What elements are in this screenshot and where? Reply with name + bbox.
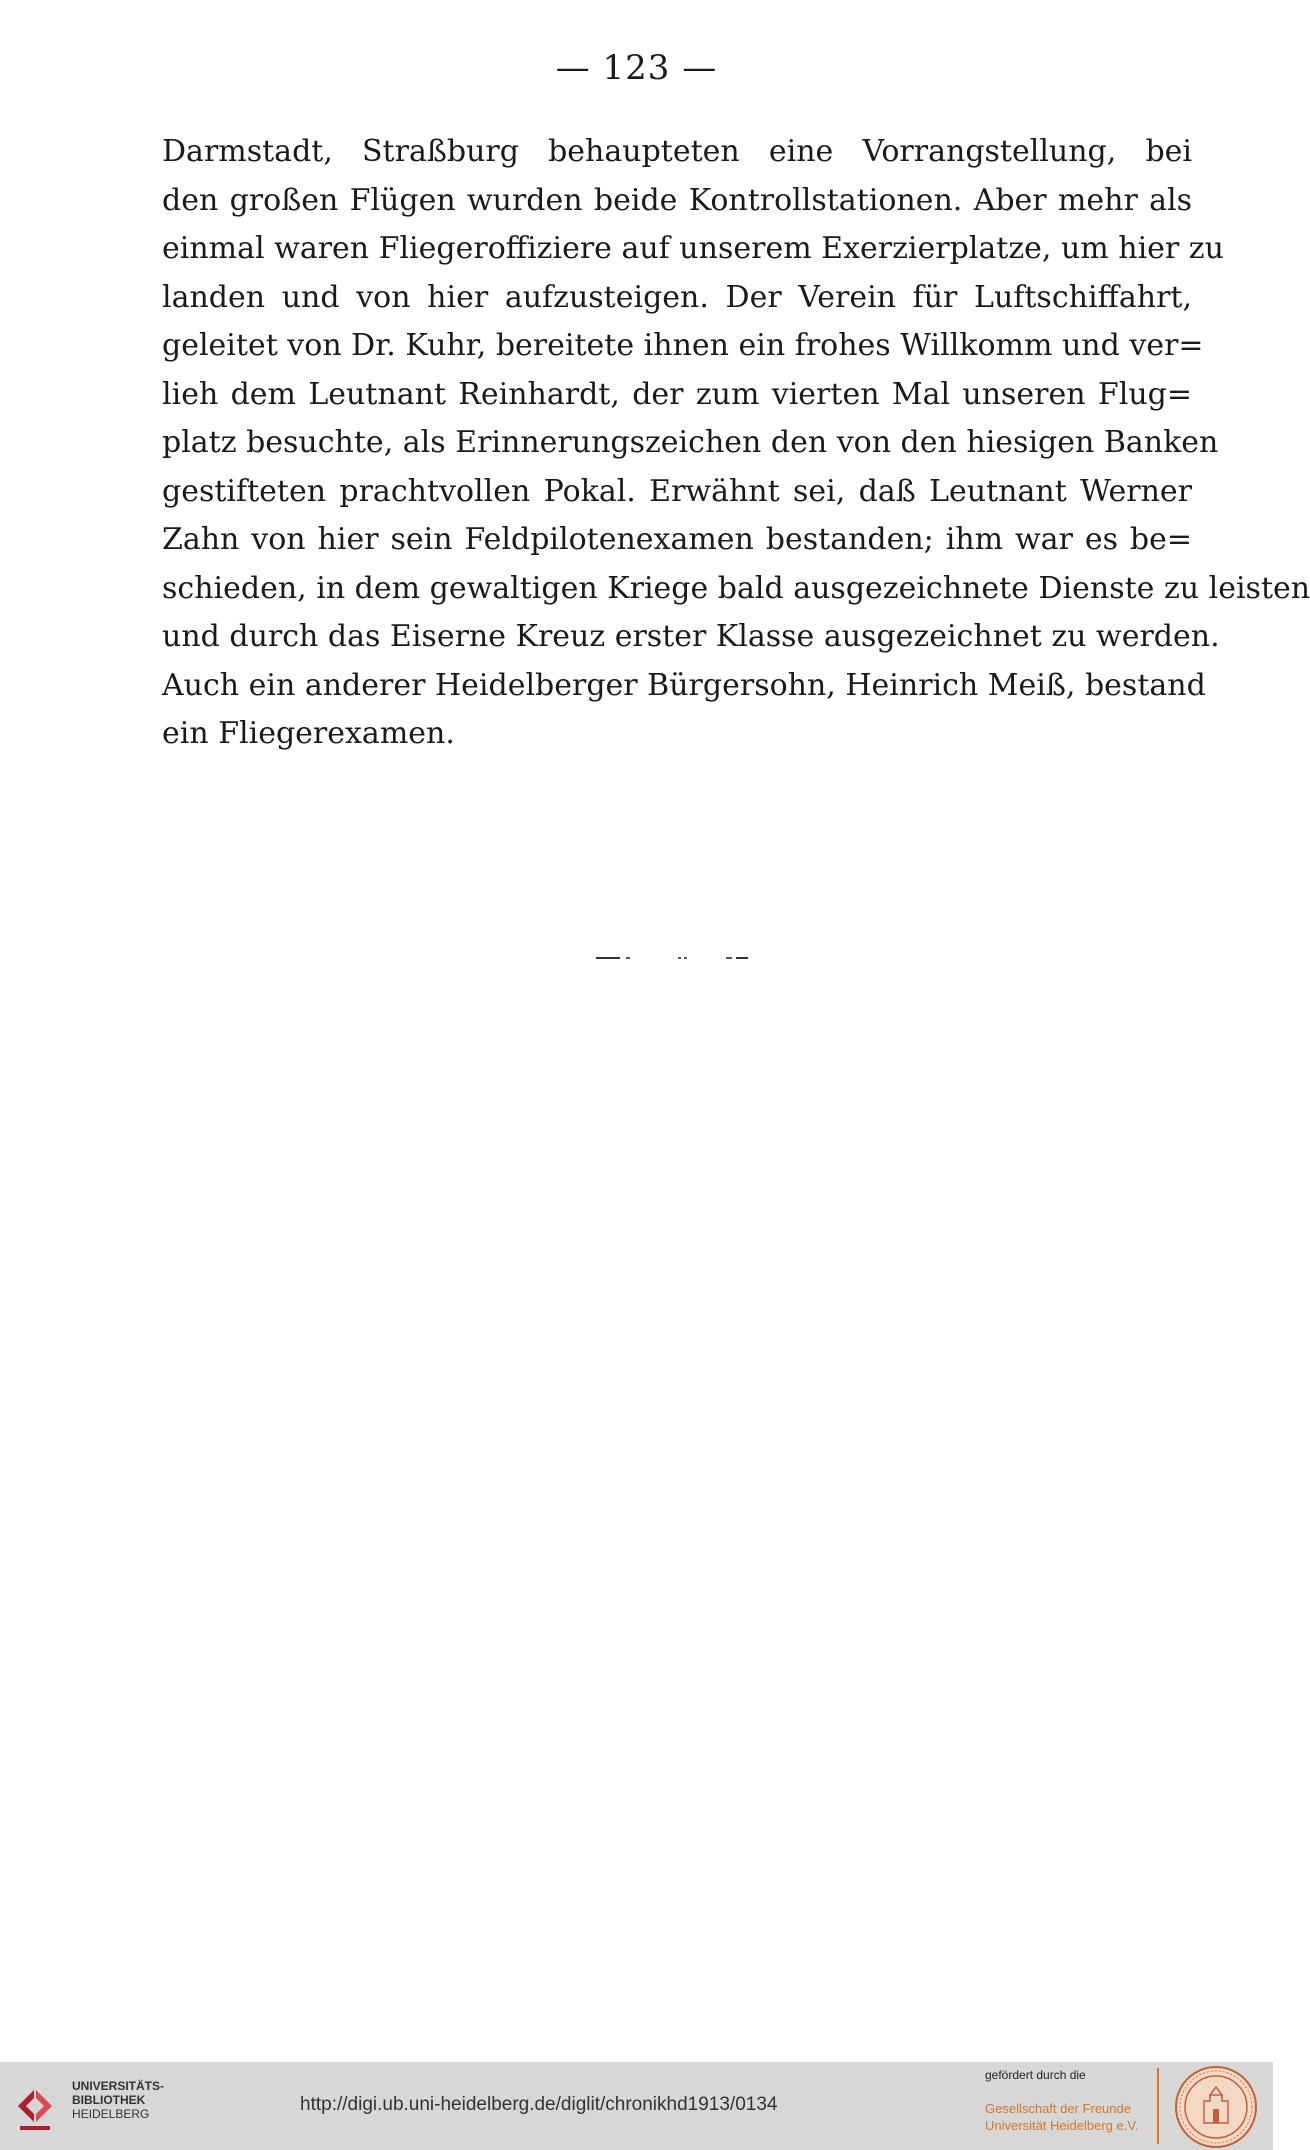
- library-name-line: HEIDELBERG: [72, 2107, 150, 2121]
- library-name-line: BIBLIOTHEK: [72, 2093, 146, 2107]
- funded-by-label: gefördert durch die: [985, 2068, 1086, 2082]
- page-number: — 123 —: [555, 48, 718, 88]
- university-seal-icon: [1174, 2065, 1258, 2149]
- sponsor-name-line: Gesellschaft der Freunde: [985, 2101, 1131, 2116]
- body-text: [162, 128, 1310, 759]
- text-line: platz besuchte, als Erinnerungszeichen den von den hiesigen Banken: [162, 425, 1219, 460]
- text-line: geleitet von Dr. Kuhr, bereitete ihnen ein frohes Willkomm und ver=: [162, 328, 1204, 363]
- library-name: [72, 2079, 164, 2121]
- text-line: Darmstadt, Straßburg behaupteten eine Vorrangstellung, bei: [162, 134, 1192, 169]
- text-line: landen und von hier aufzusteigen. Der Verein für Luftschiffahrt,: [162, 279, 1192, 315]
- text-line: lieh dem Leutnant Reinhardt, der zum vierten Mal unseren Flug=: [162, 376, 1192, 412]
- text-line: schieden, in dem gewaltigen Kriege bald ausgezeichnete Dienste zu leisten: [162, 570, 1310, 606]
- text-line: gestifteten prachtvollen Pokal. Erwähnt sei, daß Leutnant Werner: [162, 473, 1192, 509]
- text-line: und durch das Eiserne Kreuz erster Klasse ausgezeichnet zu werden.: [162, 619, 1220, 654]
- sponsor-name-line: Universität Heidelberg e.V.: [985, 2118, 1139, 2133]
- text-line: Auch ein anderer Heidelberger Bürgersohn, Heinrich Meiß, bestand: [162, 667, 1206, 703]
- footer-divider: [1157, 2068, 1159, 2144]
- source-url-link[interactable]: http://digi.ub.uni-heidelberg.de/diglit/chronikhd1913/0134: [300, 2094, 778, 2115]
- sponsor-name: [985, 2100, 1138, 2134]
- text-line: ein Fliegerexamen.: [162, 716, 455, 751]
- text-line: einmal waren Fliegeroffiziere auf unserem Exerzierplatze, um hier zu: [162, 231, 1224, 266]
- text-line: Zahn von hier sein Feldpilotenexamen bestanden; ihm war es be=: [162, 522, 1192, 557]
- end-ornament: [596, 954, 756, 962]
- footer-bar: [0, 2062, 1273, 2150]
- library-name-line: UNIVERSITÄTS-: [72, 2079, 165, 2093]
- text-line: den großen Flügen wurden beide Kontrollstationen. Aber mehr als: [162, 182, 1192, 218]
- library-logo-icon: [12, 2076, 68, 2136]
